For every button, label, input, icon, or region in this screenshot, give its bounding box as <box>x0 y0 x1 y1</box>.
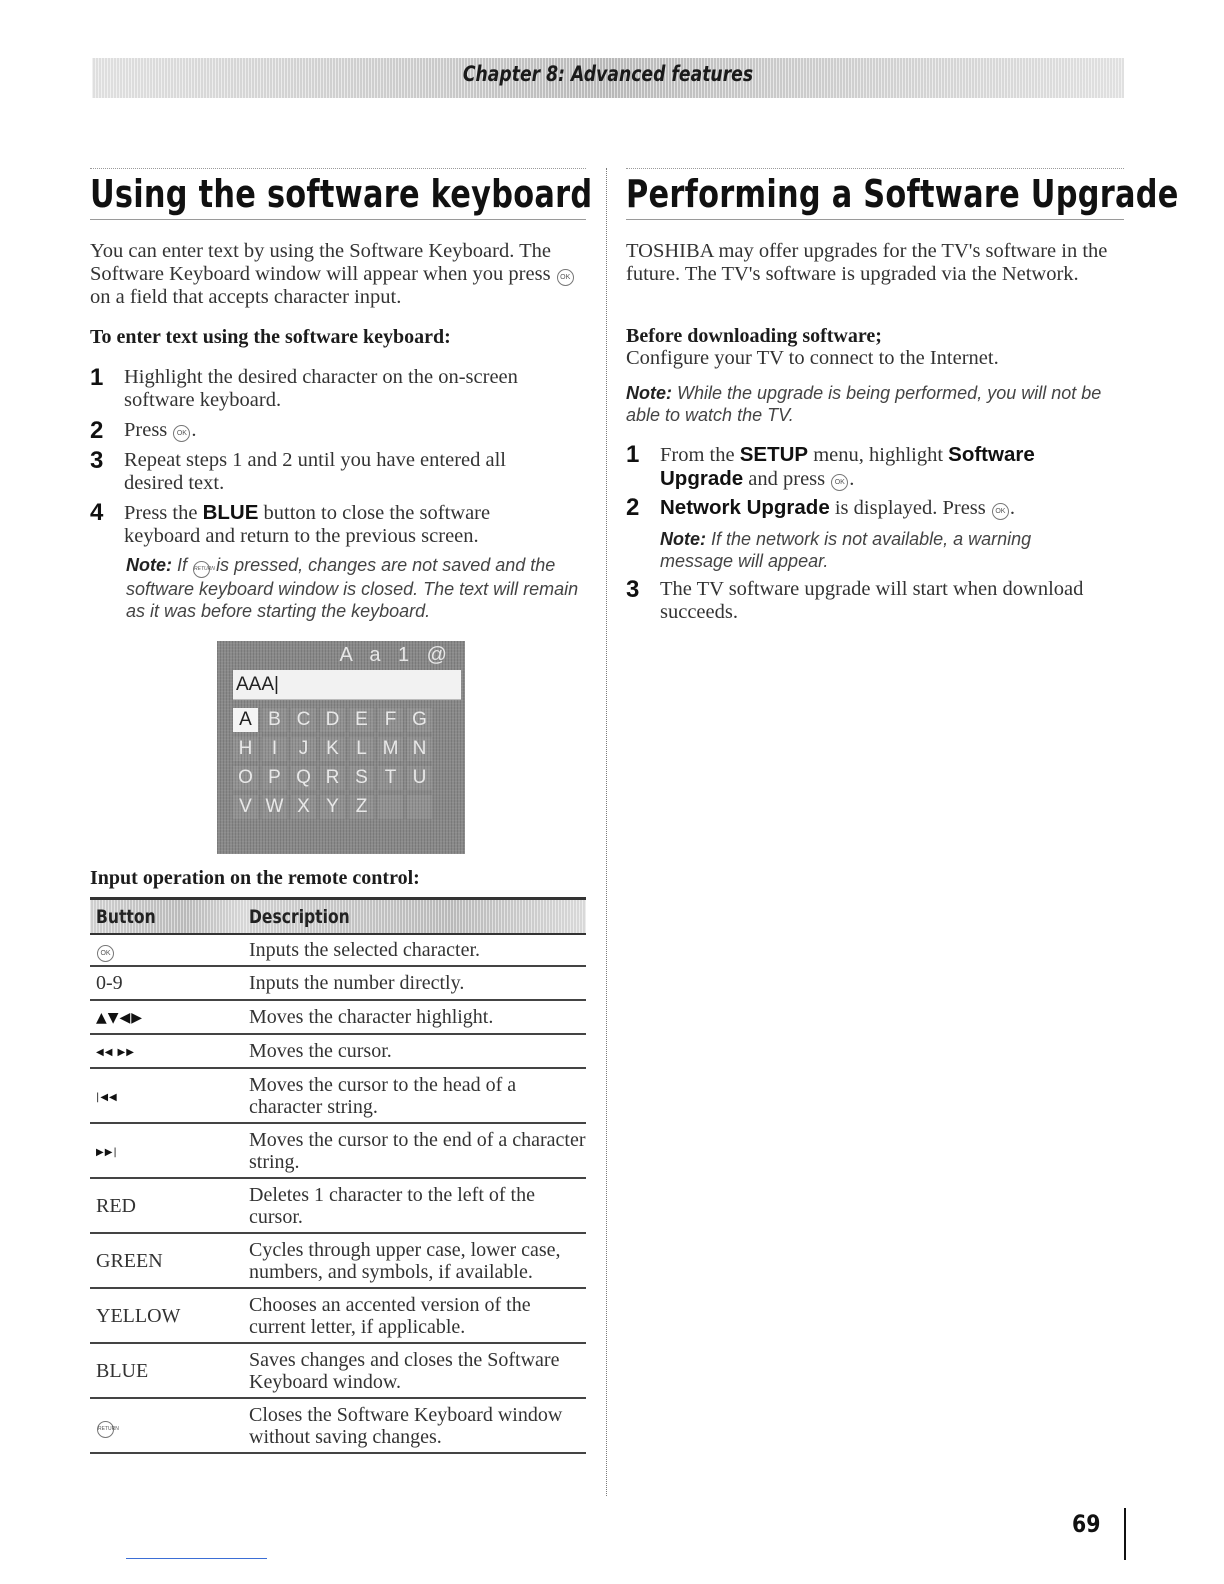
key-b: B <box>262 708 287 732</box>
key-f: F <box>378 708 403 732</box>
step1-e: and press <box>748 468 826 490</box>
intro-text-before: You can enter text by using the Software Keyboard. The Software Keyboard window will appear when you press <box>90 240 551 285</box>
chapter-title: Chapter 8: Advanced features <box>462 62 754 86</box>
ok-icon: OK <box>831 474 848 491</box>
column-divider <box>606 168 607 1496</box>
keyboard-key-grid <box>233 708 436 824</box>
intro-text-after: on a field that accepts character input. <box>90 286 402 308</box>
step-number: 1 <box>90 364 104 391</box>
button-cell <box>90 934 249 966</box>
right-note-2 <box>660 528 1100 572</box>
keyboard-row <box>233 766 436 790</box>
left-title-rule <box>90 219 586 220</box>
note-text: While the upgrade is being performed, you will not be able to watch the TV. <box>626 383 1102 425</box>
button-cell <box>90 1123 249 1178</box>
key-s: S <box>349 766 374 790</box>
step1-c: menu, highlight <box>813 444 944 466</box>
table-row <box>90 1343 586 1398</box>
ok-icon: OK <box>992 503 1009 520</box>
footer-line <box>126 1558 267 1559</box>
key-m: M <box>378 737 403 761</box>
blue-button-label: BLUE <box>202 501 259 524</box>
key-w: W <box>262 795 287 819</box>
left-top-rule <box>90 168 586 169</box>
key-blank <box>407 795 432 819</box>
return-icon: RETURN <box>97 1421 114 1438</box>
right-subhead: Before downloading software; <box>626 325 882 347</box>
table-row <box>90 934 586 966</box>
button-cell: YELLOW <box>90 1288 249 1343</box>
ok-icon: OK <box>97 945 114 962</box>
table-row <box>90 1178 586 1233</box>
description-cell: Inputs the selected character. <box>249 934 586 966</box>
step4-before: Press the <box>124 502 198 524</box>
header-button: Button <box>90 899 249 935</box>
table-header-row <box>90 899 586 935</box>
step1-a: From the <box>660 444 735 466</box>
table-row <box>90 1068 586 1123</box>
header-description: Description <box>249 899 586 935</box>
key-d: D <box>320 708 345 732</box>
note-text: If the network is not available, a warning message will appear. <box>660 529 1032 571</box>
step-number: 2 <box>626 494 640 521</box>
software-keyboard-screenshot <box>217 641 465 854</box>
right-top-rule <box>626 168 1124 169</box>
button-cell: BLUE <box>90 1343 249 1398</box>
key-x: X <box>291 795 316 819</box>
key-j: J <box>291 737 316 761</box>
step-text: Repeat steps 1 and 2 until you have entered all desired text. <box>124 449 506 494</box>
table-row <box>90 1034 586 1068</box>
description-cell: Moves the cursor to the head of a character string. <box>249 1068 586 1123</box>
key-e: E <box>349 708 374 732</box>
step1-f: . <box>849 468 855 490</box>
key-i: I <box>262 737 287 761</box>
key-h: H <box>233 737 258 761</box>
key-p: P <box>262 766 287 790</box>
step-number: 4 <box>90 499 104 526</box>
button-cell <box>90 1034 249 1068</box>
table-row <box>90 1123 586 1178</box>
keyboard-input-field: AAA| <box>233 670 461 700</box>
description-cell: Deletes 1 character to the left of the cursor. <box>249 1178 586 1233</box>
ok-icon: OK <box>173 425 190 442</box>
note-before: If <box>177 555 188 575</box>
network-upgrade-label: Network Upgrade <box>660 496 830 519</box>
table-row <box>90 1398 586 1453</box>
arrows-icon: ▲▼◀▶ <box>96 1010 144 1026</box>
step4-after: button to close the software keyboard and return to the previous screen. <box>124 502 491 547</box>
key-blank <box>378 795 403 819</box>
keyboard-row <box>233 737 436 761</box>
keyboard-mode-indicator: A a 1 @ <box>339 644 453 666</box>
key-k: K <box>320 737 345 761</box>
step-text <box>660 496 1110 520</box>
right-intro: TOSHIBA may offer upgrades for the TV's software in the future. The TV's software is upgraded via the Network. <box>626 240 1108 285</box>
left-subhead: To enter text using the software keyboard: <box>90 326 451 348</box>
note-label: Note: <box>626 383 672 403</box>
page-number: 69 <box>1072 1510 1101 1538</box>
note-label: Note: <box>660 529 706 549</box>
button-cell <box>90 1068 249 1123</box>
key-y: Y <box>320 795 345 819</box>
step-text <box>660 443 1100 491</box>
key-a: A <box>233 708 258 732</box>
step2-after: . <box>191 419 197 441</box>
right-note-1 <box>626 382 1124 426</box>
step2-b: is displayed. Press <box>834 497 986 519</box>
step-text: The TV software upgrade will start when download succeeds. <box>660 578 1084 623</box>
page-number-bar <box>1124 1508 1126 1560</box>
description-cell: Closes the Software Keyboard window without saving changes. <box>249 1398 586 1453</box>
skip-back-icon: |◀◀ <box>96 1091 118 1103</box>
setup-menu-label: SETUP <box>739 443 809 466</box>
right-title-rule <box>626 219 1124 220</box>
key-l: L <box>349 737 374 761</box>
button-cell: 0-9 <box>90 966 249 1000</box>
skip-forward-icon: ▶▶| <box>96 1146 118 1158</box>
keyboard-row <box>233 795 436 819</box>
ok-icon: OK <box>557 269 574 286</box>
return-icon: RETURN <box>193 561 210 578</box>
step-number: 2 <box>90 417 104 444</box>
table-row <box>90 1288 586 1343</box>
left-intro <box>90 240 590 309</box>
left-note <box>126 554 588 622</box>
table-caption: Input operation on the remote control: <box>90 867 420 889</box>
description-cell: Chooses an accented version of the current letter, if applicable. <box>249 1288 586 1343</box>
button-cell: RED <box>90 1178 249 1233</box>
step-text: Highlight the desired character on the on-screen software keyboard. <box>124 366 518 411</box>
table-row <box>90 1000 586 1034</box>
description-cell: Saves changes and closes the Software Keyboard window. <box>249 1343 586 1398</box>
description-cell: Inputs the number directly. <box>249 966 586 1000</box>
chapter-banner <box>92 58 1124 98</box>
left-section-title: Using the software keyboard <box>90 172 593 216</box>
note-after: is pressed, changes are not saved and the software keyboard window is closed. The text will remain as it was before starting the keyboard. <box>126 555 579 621</box>
remote-control-table <box>90 897 586 1454</box>
step-number: 3 <box>90 447 104 474</box>
key-c: C <box>291 708 316 732</box>
key-t: T <box>378 766 403 790</box>
description-cell: Moves the character highlight. <box>249 1000 586 1034</box>
key-z: Z <box>349 795 374 819</box>
right-subtext: Configure your TV to connect to the Internet. <box>626 347 999 369</box>
button-cell <box>90 1398 249 1453</box>
key-n: N <box>407 737 432 761</box>
key-u: U <box>407 766 432 790</box>
step-number: 3 <box>626 576 640 603</box>
step2-c: . <box>1009 497 1016 519</box>
keyboard-row <box>233 708 436 732</box>
step-text <box>124 419 574 442</box>
key-v: V <box>233 795 258 819</box>
table-row <box>90 966 586 1000</box>
note-label: Note: <box>126 555 172 575</box>
key-q: Q <box>291 766 316 790</box>
key-g: G <box>407 708 432 732</box>
button-cell: GREEN <box>90 1233 249 1288</box>
description-cell: Moves the cursor to the end of a character string. <box>249 1123 586 1178</box>
description-cell: Cycles through upper case, lower case, numbers, and symbols, if available. <box>249 1233 586 1288</box>
step-text <box>124 501 554 548</box>
key-o: O <box>233 766 258 790</box>
table-row <box>90 1233 586 1288</box>
step2-before: Press <box>124 419 168 441</box>
right-section-title: Performing a Software Upgrade <box>626 172 1179 216</box>
step-number: 1 <box>626 441 640 468</box>
description-cell: Moves the cursor. <box>249 1034 586 1068</box>
software-upgrade-label: Software Upgrade <box>660 443 1035 490</box>
key-r: R <box>320 766 345 790</box>
button-cell <box>90 1000 249 1034</box>
rewind-forward-icon: ◀◀ ▶▶ <box>96 1047 135 1058</box>
